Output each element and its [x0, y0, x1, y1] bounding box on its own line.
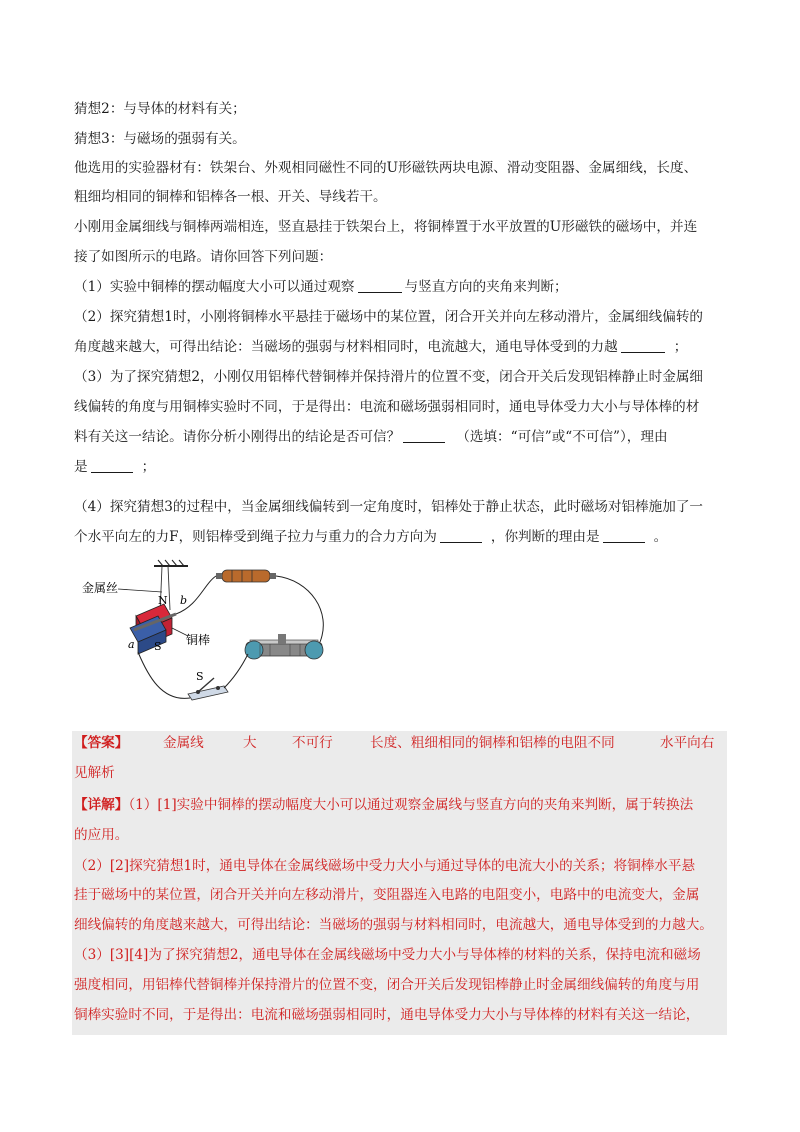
label-copper-rod: 铜棒: [186, 633, 211, 647]
question-3-text-c: 是: [74, 459, 88, 475]
question-3-line-4: [74, 457, 155, 477]
detail-line-1: [74, 795, 693, 815]
answer-tail: 见解析: [74, 765, 115, 781]
answer-item-2: 大: [243, 735, 257, 751]
sliding-rheostat: [245, 634, 323, 659]
materials-line-1: 他选用的实验器材有：铁架台、外观相同磁性不同的U形磁铁两块电源、滑动变阻器、金属细线，长度、: [74, 160, 698, 176]
circuit-diagram: [78, 556, 338, 706]
answer-item-3: 不可行: [292, 735, 333, 751]
question-2-text-a: 角度越来越大，可得出结论：当磁场的强弱与材料相同时，电流越大，通电导体受到的力越: [74, 339, 618, 355]
detail-p3-l1: （3）[3][4]为了探究猜想2，通电导体在金属线磁场中受力大小与导体棒的材料的关系，保持电流和磁场: [74, 947, 701, 963]
answer-blank-1[interactable]: [358, 278, 402, 293]
switch: [188, 678, 228, 700]
answer-blank-6[interactable]: [603, 528, 645, 543]
label-b: b: [180, 594, 188, 607]
question-4-line-1: （4）探究猜想3的过程中，当金属细线偏转到一定角度时，铝棒处于静止状态，此时磁场对铝棒施加了一: [74, 499, 704, 515]
answer-item-4: 长度、粗细相同的铜棒和铝棒的电阻不同: [370, 735, 615, 751]
detail-tag: 【详解】: [74, 797, 129, 813]
question-1-text-a: （1）实验中铜棒的摆动幅度大小可以通过观察: [74, 279, 355, 295]
question-3-text-b: （选填：“可信”或“不可信”），理由: [456, 429, 668, 445]
question-3-text-d: ；: [141, 459, 156, 475]
detail-p2-l1: （2）[2]探究猜想1时，通电导体在金属线磁场中受力大小与通过导体的电流大小的关系；将铜棒水平悬: [74, 858, 696, 874]
answer-blank-5[interactable]: [440, 528, 482, 543]
question-4-line-2: [74, 527, 667, 547]
answer-tag: 【答案】: [74, 735, 129, 751]
question-2-line-2: [74, 337, 687, 357]
detail-p3-l2: 强度相同，用铝棒代替铜棒并保持滑片的位置不变，闭合开关后发现铝棒静止时金属细线偏转的角度与用: [74, 977, 700, 993]
setup-line-1: 小刚用金属细线与铜棒两端相连，竖直悬挂于铁架台上，将铜棒置于水平放置的U形磁铁的磁场中，并连: [74, 219, 698, 235]
answer-blank-2[interactable]: [621, 338, 665, 353]
materials-line-2: 粗细均相同的铜棒和铝棒各一根、开关、导线若干。: [74, 189, 387, 205]
question-4-text-c: 。: [653, 529, 668, 545]
detail-p2-l2: 挂于磁场中的某位置，闭合开关并向左移动滑片，变阻器连入电路的电阻变小，电路中的电流变大，金属: [74, 887, 700, 903]
question-2-line-1: （2）探究猜想1时，小刚将铜棒水平悬挂于磁场中的某位置，闭合开关并向左移动滑片，金属细线偏转的: [74, 309, 704, 325]
detail-p3-l3: 铜棒实验时不同，于是得出：电流和磁场强弱相同时，通电导体受力大小与导体棒的材料有关这一结论，: [74, 1007, 700, 1023]
detail-p1-l2: 的应用。: [74, 827, 129, 843]
question-4-text-a: 个水平向左的力F，则铝棒受到绳子拉力与重力的合力方向为: [74, 529, 437, 545]
label-metal-wire: 金属丝: [82, 581, 119, 595]
hypothesis-2: 猜想2：与导体的材料有关；: [74, 101, 246, 117]
answer-item-1: 金属线: [163, 735, 204, 751]
answer-blank-4[interactable]: [91, 458, 133, 473]
question-4-text-b: ，你判断的理由是: [490, 529, 600, 545]
label-switch: S: [196, 670, 204, 683]
power-supply: [216, 570, 276, 582]
question-3-line-1: （3）为了探究猜想2，小刚仅用铝棒代替铜棒并保持滑片的位置不变，闭合开关后发现铝棒静止时金属细: [74, 369, 704, 385]
question-3-line-3: [74, 427, 668, 447]
question-1-text-b: 与竖直方向的夹角来判断；: [404, 279, 568, 295]
detail-p1-l1: （1）[1]实验中铜棒的摆动幅度大小可以通过观察金属线与竖直方向的夹角来判断，属于转换法: [128, 797, 694, 813]
question-2-text-b: ；: [673, 339, 688, 355]
question-3-line-2: 线偏转的角度与用铜棒实验时不同，于是得出：电流和磁场强弱相同时，通电导体受力大小与导体棒的材: [74, 399, 700, 415]
label-a: a: [128, 638, 135, 651]
label-s-pole: S: [154, 640, 162, 653]
detail-p2-l3: 细线偏转的角度越来越大，可得出结论：当磁场的强弱与材料相同时，电流越大，通电导体受到的力越大。: [74, 917, 713, 933]
question-3-text-a: 料有关这一结论。请你分析小刚得出的结论是否可信？: [74, 429, 401, 445]
answer-blank-3[interactable]: [403, 428, 445, 443]
label-n-pole: N: [158, 594, 168, 607]
setup-line-2: 接了如图所示的电路。请你回答下列问题：: [74, 249, 333, 265]
answer-item-5: 水平向右: [660, 735, 715, 751]
hypothesis-3: 猜想3：与磁场的强弱有关。: [74, 131, 246, 147]
question-1: [74, 277, 568, 297]
